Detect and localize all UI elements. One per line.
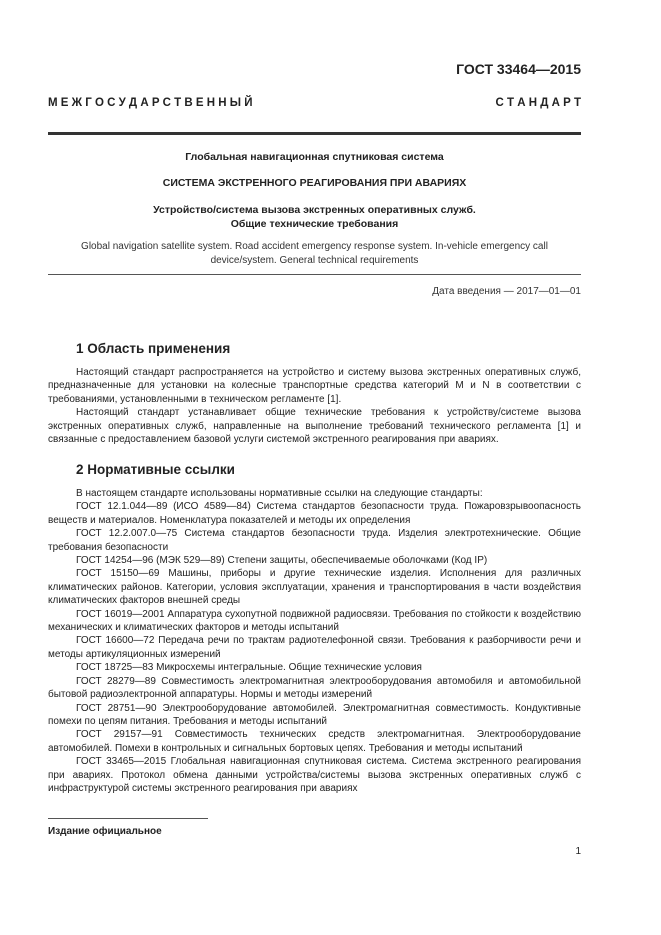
title-divider [48, 274, 581, 275]
reference-item: ГОСТ 15150—69 Машины, приборы и другие технические изделия. Исполнения для различных климатических районов. Категории, условия эксплуатации, хранения и транспортирования в части воздействия климатических факторов внешней среды [48, 568, 581, 607]
reference-item: ГОСТ 16600—72 Передача речи по трактам радиотелефонной связи. Требования к разборчивости речи и методы артикуляционных измерений [48, 635, 581, 660]
reference-item: ГОСТ 28751—90 Электрооборудование автомобилей. Электромагнитная совместимость. Кондуктивные помехи по цепям питания. Требования и методы испытаний [48, 702, 581, 727]
reference-item: ГОСТ 12.1.044—89 (ИСО 4589—84) Система стандартов безопасности труда. Пожаровзрывоопасность веществ и материалов. Номенклатура показателей и методы их определения [48, 501, 581, 526]
system-title: Глобальная навигационная спутниковая система [185, 151, 444, 163]
introduction-date: Дата введения — 2017—01—01 [432, 286, 581, 297]
english-title [48, 240, 581, 268]
subtitle [48, 203, 581, 231]
subtitle-line-1: Устройство/система вызова экстренных оперативных служб. [153, 204, 476, 216]
english-title-line-2: device/system. General technical requirements [210, 255, 419, 266]
footer-divider [48, 818, 208, 819]
english-title-line-1: Global navigation satellite system. Road accident emergency response system. In-vehicle emergency call [81, 241, 548, 252]
reference-item: ГОСТ 16019—2001 Аппаратура сухопутной подвижной радиосвязи. Требования по стойкости к воздействию механических и климатических факторов и методы испытаний [48, 608, 581, 634]
reference-item: ГОСТ 33465—2015 Глобальная навигационная спутниковая система. Система экстренного реагирования при авариях. Протокол обмена данными устройства/системы вызова экстренных оперативных служб с инфраструктурой системы экстренного реагирования при авариях [48, 756, 581, 794]
reference-item: ГОСТ 12.2.007.0—75 Система стандартов безопасности труда. Изделия электротехнические. Общие требования безопасности [48, 528, 581, 553]
section-2-body [48, 487, 581, 795]
official-edition-label: Издание официальное [48, 826, 162, 837]
paragraph: В настоящем стандарте использованы нормативные ссылки на следующие стандарты: [76, 488, 483, 499]
reference-item: ГОСТ 28279—89 Совместимость электромагнитная электрооборудования автомобиля и автомобильной бытовой радиоэлектронной аппаратуры. Нормы и методы измерений [48, 675, 581, 701]
reference-item: ГОСТ 18725—83 Микросхемы интегральные. Общие технические условия [76, 662, 422, 674]
paragraph: Настоящий стандарт устанавливает общие технические требования к устройству/системе вызова экстренных оперативных служб, направленные на выполнение требований технического регламента [1] и связанные с предоставлением базовой услуги системой экстренного реагирования при авариях. [48, 407, 581, 446]
main-title: СИСТЕМА ЭКСТРЕННОГО РЕАГИРОВАНИЯ ПРИ АВАРИЯХ [162, 177, 467, 189]
standard-banner [48, 97, 581, 109]
section-1-title: 1 Область применения [76, 341, 231, 356]
reference-item: ГОСТ 14254—96 (МЭК 529—89) Степени защиты, обеспечиваемые оболочками (Код IP) [76, 555, 488, 567]
section-1-body [48, 366, 581, 446]
header-divider [48, 132, 581, 135]
gost-number: ГОСТ 33464—2015 [456, 61, 581, 77]
page-number: 1 [575, 846, 581, 857]
banner-word-interstate: М Е Ж Г О С У Д А Р С Т В Е Н Н Ы Й [48, 97, 253, 109]
section-2-title: 2 Нормативные ссылки [76, 462, 235, 477]
reference-item: ГОСТ 29157—91 Совместимость технических средств электромагнитная. Электрооборудование автомобилей. Помехи в контрольных и сигнальных бортовых цепях. Требования и методы испытаний [48, 729, 581, 754]
banner-word-standard: С Т А Н Д А Р Т [495, 97, 581, 109]
paragraph: Настоящий стандарт распространяется на устройство и систему вызова экстренных оперативных служб, предназначенные для установки на колесные транспортные средства категорий М и N в соответствии с требованиями, установленными в техническом регламенте [1]. [48, 367, 581, 405]
subtitle-line-2: Общие технические требования [230, 218, 399, 230]
